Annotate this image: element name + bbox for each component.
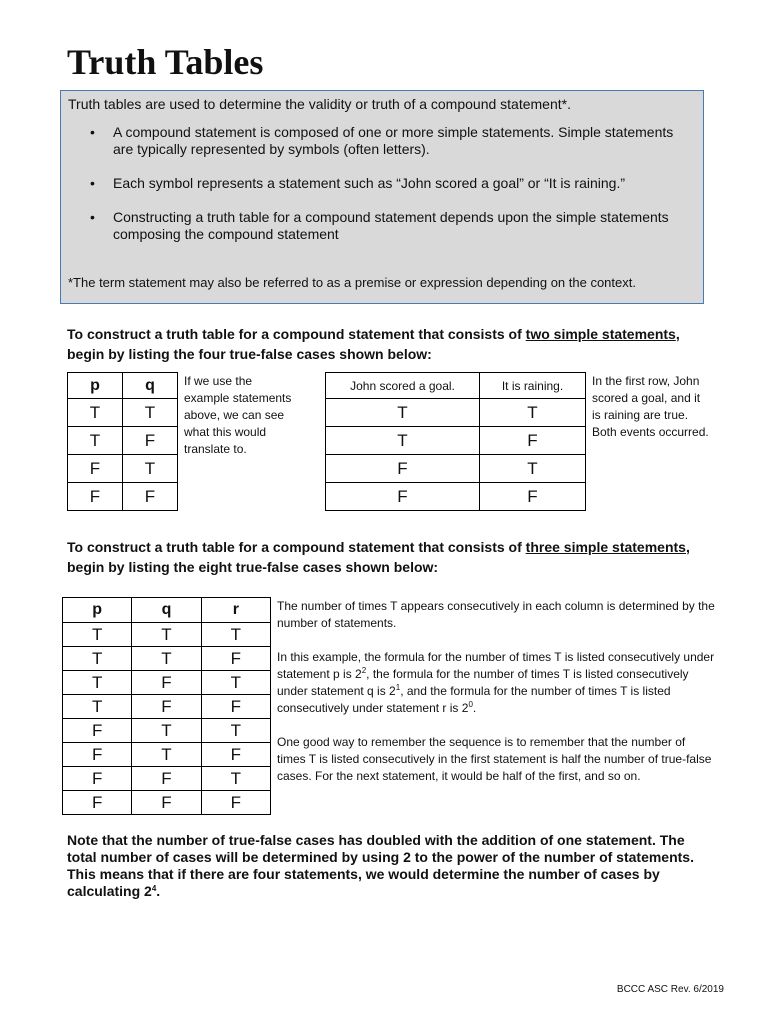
page-title: Truth Tables [67, 42, 264, 82]
table-cell: T [326, 399, 480, 427]
exponent: 0 [468, 700, 473, 709]
intro-bullet: • Constructing a truth table for a compound statement depends upon the simple statements composing the compound statement [61, 209, 695, 243]
intro-bullet: • A compound statement is composed of one or more simple statements. Simple statements are typically represented by symbols (often letters). [61, 124, 695, 158]
explanation-paragraph: One good way to remember the sequence is to remember that the number of times T is listed consecutively in the first statement is half the number of true-false cases. For the next statement, it would be half of the first, and so on. [277, 735, 712, 783]
explanation-text: , the formula for the number of times T is listed consecutively under statement q is 2 [277, 667, 689, 698]
table-cell: T [201, 623, 270, 647]
table-cell: F [480, 483, 586, 511]
table-row [68, 483, 178, 511]
explanation-text: . [472, 701, 477, 715]
table-cell: F [201, 743, 270, 767]
table-cell: T [132, 623, 201, 647]
table-cell: F [123, 483, 178, 511]
table-row [326, 455, 586, 483]
intro-bullet-list [61, 124, 695, 260]
table-cell: T [132, 719, 201, 743]
table-cell: T [68, 427, 123, 455]
table-cell: T [326, 427, 480, 455]
exponent: 4 [151, 884, 157, 893]
exponent: 2 [361, 666, 367, 675]
table-cell: F [132, 695, 201, 719]
table-cell: F [63, 743, 132, 767]
table-cell: T [480, 455, 586, 483]
table-row [326, 427, 586, 455]
conclusion-note [67, 832, 707, 900]
table-cell: F [132, 791, 201, 815]
table-row [326, 399, 586, 427]
table-cell: F [63, 767, 132, 791]
explanation-paragraph: The number of times T appears consecutively in each column is determined by the number of statements. [277, 599, 715, 630]
truth-table-pq [67, 372, 178, 511]
table-cell: F [63, 719, 132, 743]
table-row [326, 483, 586, 511]
table-header-cell: p [68, 373, 123, 399]
first-row-note: In the first row, John scored a goal, and it is raining are true. Both events occurred. [592, 374, 709, 439]
intro-footnote: *The term statement may also be referred to as a premise or expression depending on the context. [68, 275, 636, 290]
exponent: 1 [395, 683, 401, 692]
table-cell: F [480, 427, 586, 455]
table-cell: F [201, 695, 270, 719]
table-cell: F [326, 455, 480, 483]
table-row [63, 647, 271, 671]
table-header-cell: q [132, 598, 201, 623]
table-row [63, 791, 271, 815]
table-header-cell: r [201, 598, 270, 623]
table-row [63, 719, 271, 743]
table-cell: F [68, 455, 123, 483]
table-cell: T [63, 623, 132, 647]
table-row [68, 455, 178, 483]
conclusion-text: Note that the number of true-false cases has doubled with the addition of one statement. The total number of cases will be determined by using 2 to the power of the number of statements. This means that if there are four statements, we would determine the number of cases by calculating 2 [67, 832, 694, 899]
heading-text: To construct a truth table for a compound statement that consists of [67, 326, 526, 342]
table-row [63, 623, 271, 647]
table-cell: T [201, 671, 270, 695]
table-cell: T [63, 695, 132, 719]
table-row [63, 767, 271, 791]
table-cell: F [123, 427, 178, 455]
table-row [63, 695, 271, 719]
table-cell: F [201, 647, 270, 671]
heading-underlined: three simple statements [525, 539, 686, 555]
table-cell: F [68, 483, 123, 511]
table-cell: T [123, 455, 178, 483]
intro-lead: Truth tables are used to determine the validity or truth of a compound statement*. [68, 96, 571, 112]
table-cell: T [123, 399, 178, 427]
two-statements-heading [67, 324, 707, 364]
footer-revision: BCCC ASC Rev. 6/2019 [616, 984, 724, 995]
heading-text: , begin by listing the four true-false cases shown below: [67, 326, 680, 362]
table-header-cell: q [123, 373, 178, 399]
table-row [63, 671, 271, 695]
table-header-cell: p [63, 598, 132, 623]
table-cell: T [63, 647, 132, 671]
heading-underlined: two simple statements [525, 326, 676, 342]
table-header-row [68, 373, 178, 399]
table-cell: F [326, 483, 480, 511]
conclusion-text: . [156, 883, 161, 899]
intro-box [60, 90, 704, 304]
table-header-cell: It is raining. [480, 373, 586, 399]
three-statements-explanation [277, 598, 717, 802]
explanation-text: In this example, the formula for the number of times T is listed consecutively under statement p is 2 [277, 650, 715, 681]
table-header-row [326, 373, 586, 399]
table-cell: F [201, 791, 270, 815]
table-header-cell: John scored a goal. [326, 373, 480, 399]
explanation-text: , and the formula for the number of times T is listed consecutively under statement r is 2 [277, 684, 671, 715]
heading-text: , begin by listing the eight true-false cases shown below: [67, 539, 690, 575]
table-cell: F [132, 767, 201, 791]
table-cell: T [480, 399, 586, 427]
truth-table-example [325, 372, 586, 511]
table-cell: T [68, 399, 123, 427]
heading-text: To construct a truth table for a compound statement that consists of [67, 539, 526, 555]
explanation-paragraph [277, 649, 717, 717]
table-row [68, 399, 178, 427]
table-cell: F [63, 791, 132, 815]
table-cell: T [201, 767, 270, 791]
table-cell: F [132, 671, 201, 695]
table-cell: T [132, 743, 201, 767]
translation-note: If we use the example statements above, we can see what this would translate to. [184, 374, 292, 456]
table-cell: T [63, 671, 132, 695]
table-row [68, 427, 178, 455]
intro-bullet: • Each symbol represents a statement such as “John scored a goal” or “It is raining.” [61, 175, 695, 192]
three-statements-heading [67, 537, 707, 577]
table-cell: T [132, 647, 201, 671]
table-row [63, 743, 271, 767]
truth-table-pqr [62, 597, 271, 815]
table-cell: T [201, 719, 270, 743]
table-header-row [63, 598, 271, 623]
